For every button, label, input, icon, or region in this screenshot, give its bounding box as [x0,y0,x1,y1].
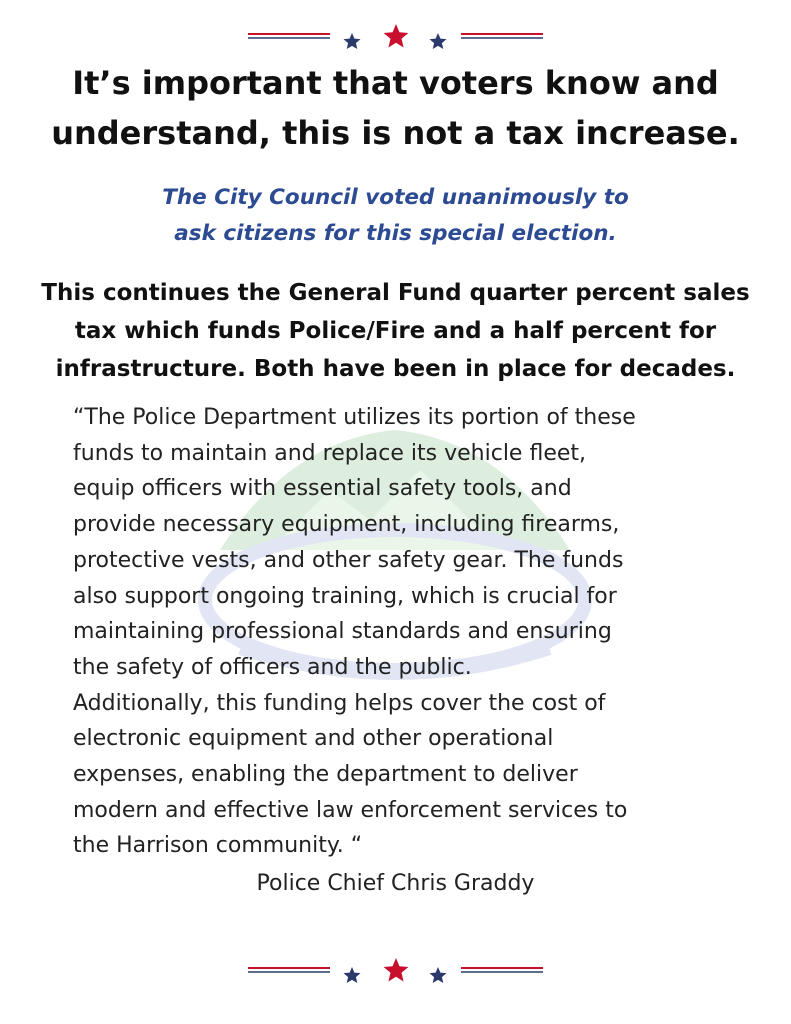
quote-line: funds to maintain and replace its vehicle fleet, [73,440,587,466]
tax-explanation [0,274,791,388]
headline [0,58,791,158]
star-divider-icon [0,22,791,52]
quote-line: expenses, enabling the department to deliver [73,762,578,788]
quote-line: electronic equipment and other operational [73,726,554,752]
star-divider-icon [0,956,791,986]
subheading [0,180,791,252]
quote-line: the safety of officers and the public. [73,654,472,680]
tax-explanation-line: infrastructure. Both have been in place for decades. [55,356,736,382]
tax-explanation-line: tax which funds Police/Fire and a half percent for [74,318,717,344]
quote-line: modern and effective law enforcement services to [73,797,628,823]
quote-line: Additionally, this funding helps cover the cost of [73,690,606,716]
bottom-star-divider [0,956,791,986]
quote-line: also support ongoing training, which is crucial for [73,583,617,609]
headline-line: understand, this is not a tax increase. [51,114,740,152]
quote-line: “The Police Department utilizes its portion of these [73,405,636,430]
quote-line: the Harrison community. “ [73,833,363,859]
subheading-line: The City Council voted unanimously to [162,185,629,210]
headline-line: It’s important that voters know and [72,64,719,102]
quote-line: maintaining professional standards and ensuring [73,619,612,645]
top-star-divider [0,22,791,52]
tax-explanation-line: This continues the General Fund quarter percent sales [41,280,750,306]
quote-line: provide necessary equipment, including firearms, [73,512,620,538]
quote-attribution: Police Chief Chris Graddy [256,871,535,896]
police-chief-quote [73,400,773,864]
quote-line: protective vests, and other safety gear. The funds [73,547,624,573]
subheading-line: ask citizens for this special election. [174,221,617,246]
quote-line: equip officers with essential safety tools, and [73,476,572,502]
